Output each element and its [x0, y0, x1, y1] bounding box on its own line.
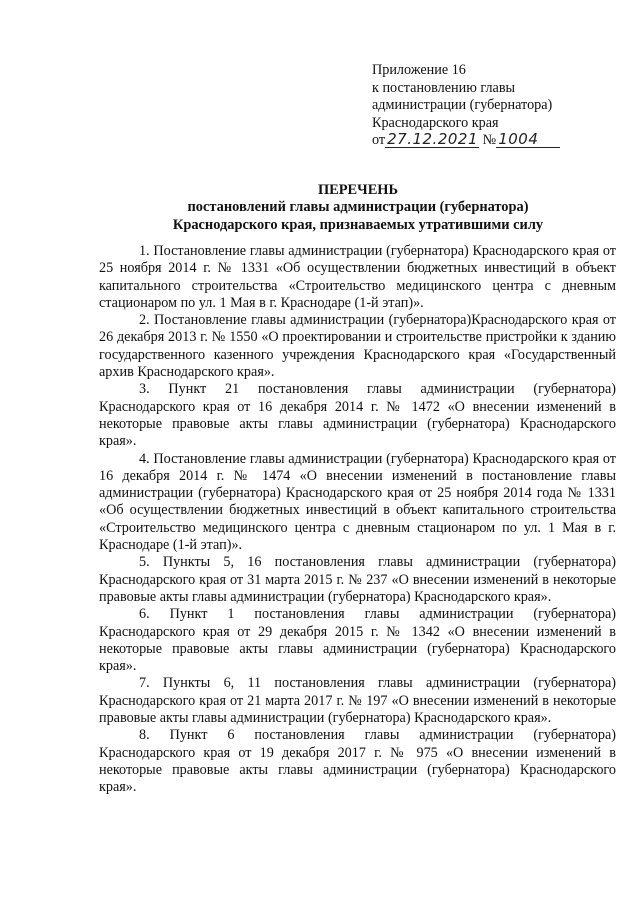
list-item-8: 8. Пункт 6 постановления главы администрации (губернатора) Краснодарского края от 19 декабря 2017 г. № 975 «О внесении изменений в некоторые правовые акты главы администрации (губернатора) Краснодарского края».: [99, 727, 616, 796]
appendix-date-number-line: [372, 132, 622, 150]
document-body: [99, 243, 616, 797]
title-line-3: Краснодарского края, признаваемых утратившими силу: [172, 216, 544, 233]
date-prefix: от: [372, 132, 386, 149]
list-item-3: 3. Пункт 21 постановления главы администрации (губернатора) Краснодарского края от 16 декабря 2014 г. № 1472 «О внесении изменений в некоторые правовые акты главы администрации (губернатора) Краснодарского края».: [99, 381, 616, 450]
list-item-7: 7. Пункты 6, 11 постановления главы администрации (губернатора) Краснодарского края от 21 марта 2017 г. № 197 «О внесении изменений в некоторые правовые акты главы администрации (губернатора) Краснодарского края».: [99, 675, 616, 727]
list-item-6: 6. Пункт 1 постановления главы администрации (губернатора) Краснодарского края от 29 декабря 2015 г. № 1342 «О внесении изменений в некоторые правовые акты главы администрации (губернатора) Краснодарского края».: [99, 606, 616, 675]
list-item-4: 4. Постановление главы администрации (губернатора) Краснодарского края от 16 декабря 2014 г. № 1474 «О внесении изменений в постановление главы администрации (губернатора) Краснодарского края от 25 ноября 2014 года № 1331 «Об осуществлении бюджетных инвестиций в объект капитального строительства «Строительство медицинского центра с дневным стационаром по ул. 1 Мая в г. Краснодаре (1-й этап)».: [99, 450, 616, 554]
appendix-header: [372, 62, 622, 150]
document-title: [100, 182, 616, 234]
handwritten-date: 27.12.2021: [387, 130, 478, 149]
list-item-2: 2. Постановление главы администрации (губернатора)Краснодарского края от 26 декабря 2013 г. № 1550 «О проектировании и строительстве пристройки к зданию государственного казенного учреждения Краснодарского края «Государственный архив Краснодарского края».: [99, 312, 616, 381]
list-item-5: 5. Пункты 5, 16 постановления главы администрации (губернатора) Краснодарского края от 31 марта 2015 г. № 237 «О внесении изменений в некоторые правовые акты главы администрации (губернатора) Краснодарского края».: [99, 554, 616, 605]
title-line-1: ПЕРЕЧЕНЬ: [317, 182, 399, 198]
appendix-line-4: Краснодарского края: [372, 114, 499, 131]
number-prefix: №: [482, 132, 497, 149]
appendix-line-1: Приложение 16: [372, 62, 466, 78]
handwritten-number: 1004: [496, 132, 560, 148]
title-line-2: постановлений главы администрации (губернатора): [187, 199, 529, 216]
list-item-1: 1. Постановление главы администрации (губернатора) Краснодарского края от 25 ноября 2014 г. № 1331 «Об осуществлении бюджетных инвестиций в объект капитального строительства «Строительство медицинского центра с дневным стационаром по ул. 1 Мая в г. Краснодаре (1-й этап)».: [99, 243, 616, 311]
appendix-line-3: администрации (губернатора): [372, 97, 553, 114]
appendix-line-2: к постановлению главы: [372, 79, 516, 96]
